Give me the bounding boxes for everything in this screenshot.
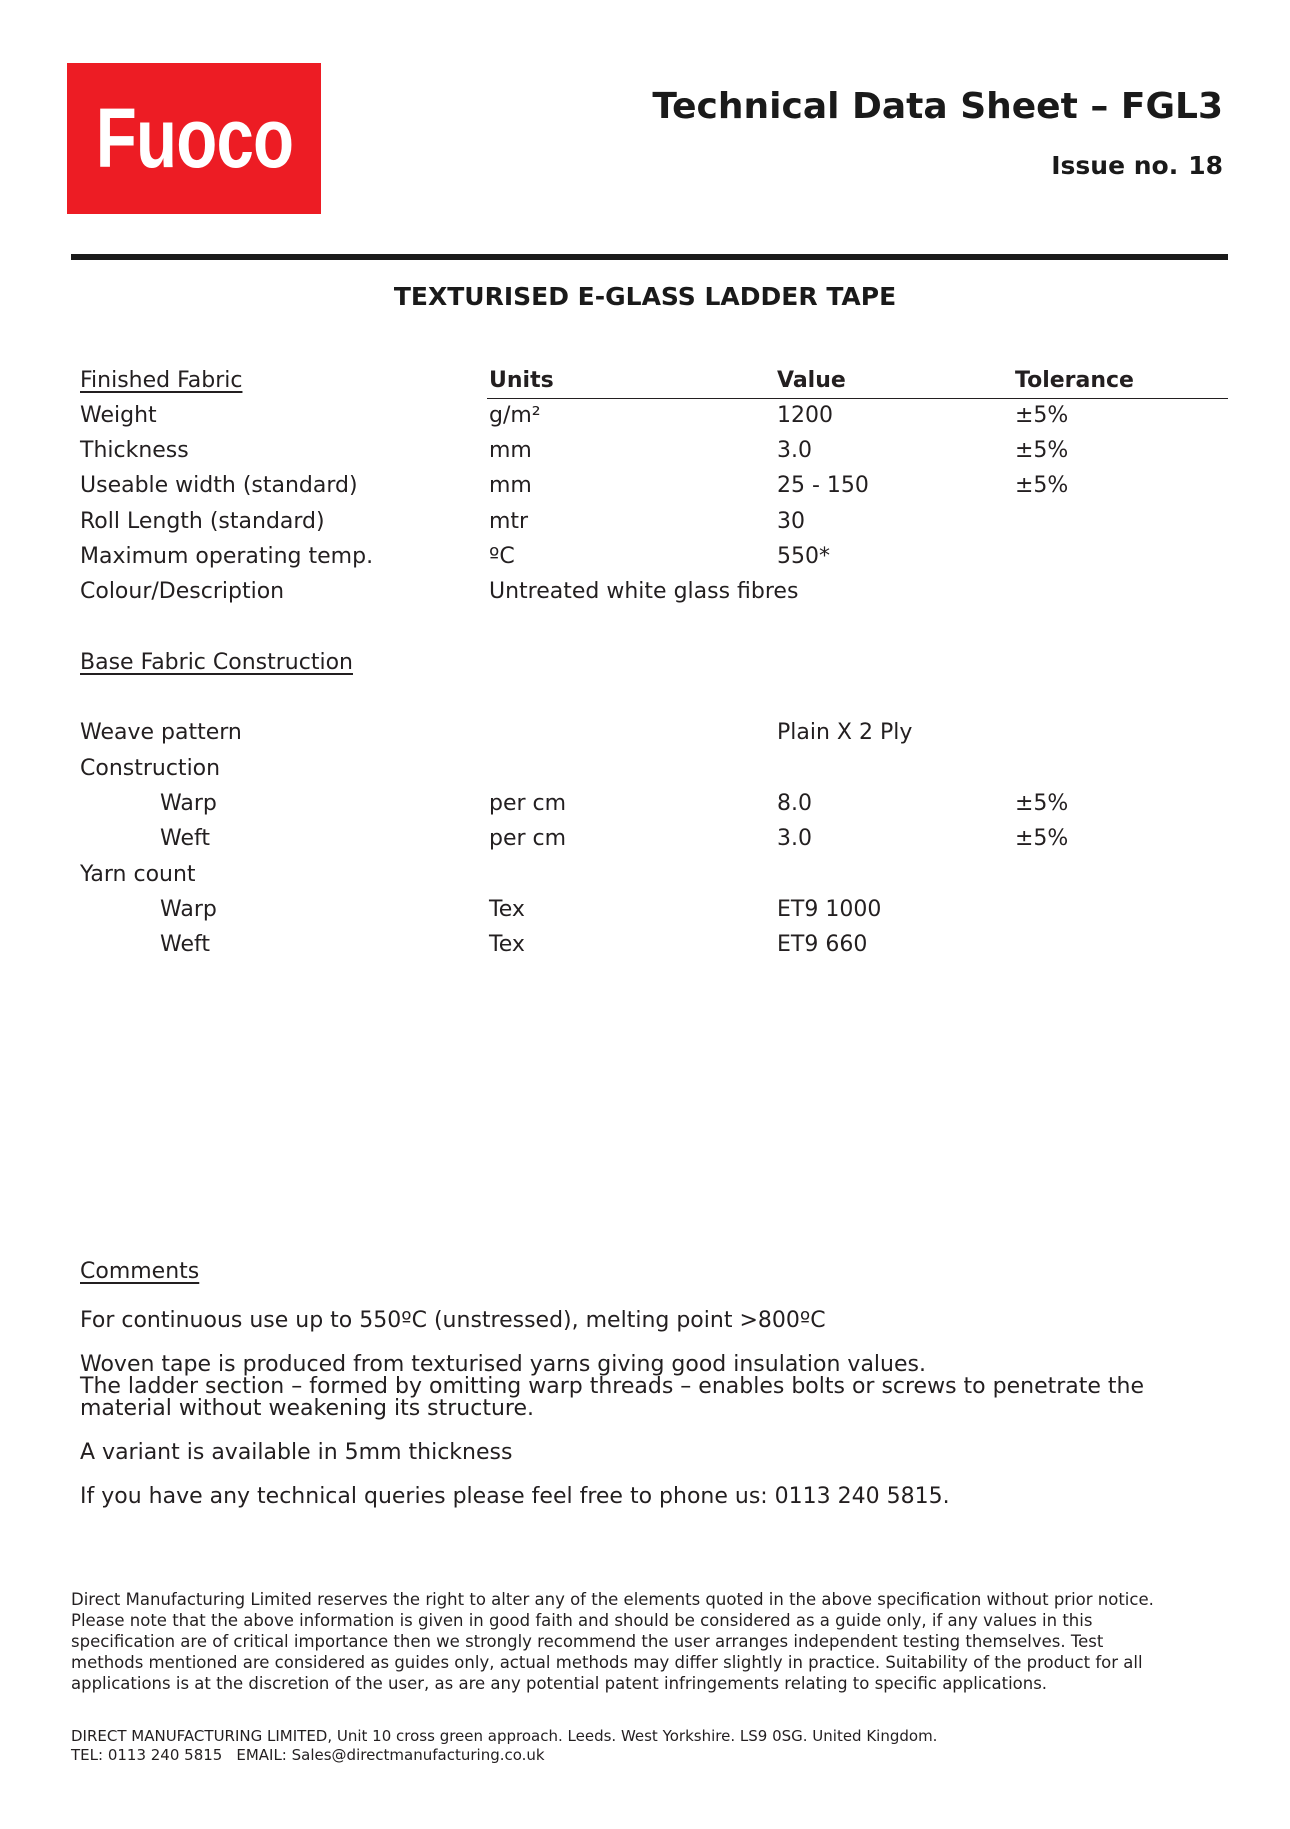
property-label: Useable width (standard) bbox=[80, 473, 358, 498]
disclaimer-line: Direct Manufacturing Limited reserves the right to alter any of the elements quoted in the above specification without prior notice. bbox=[71, 1590, 1154, 1609]
property-label: Warp bbox=[160, 897, 217, 922]
product-title: TEXTURISED E-GLASS LADDER TAPE bbox=[393, 282, 897, 311]
comment-line: material without weakening its structure. bbox=[80, 1396, 534, 1421]
table-row bbox=[80, 504, 1228, 540]
disclaimer-line: specification are of critical importance then we strongly recommend the user arranges independent testing themselves. Test bbox=[71, 1632, 1104, 1651]
value-cell: Plain X 2 Ply bbox=[777, 720, 913, 745]
value-cell: 3.0 bbox=[777, 438, 812, 463]
table-row bbox=[80, 468, 1228, 504]
table-row bbox=[80, 892, 1228, 928]
issue-label: Issue no. bbox=[1051, 151, 1179, 180]
property-label: Weight bbox=[80, 403, 157, 428]
units-cell: Tex bbox=[489, 897, 525, 922]
tolerance-cell: ±5% bbox=[1015, 438, 1069, 463]
table-row bbox=[80, 574, 1228, 610]
tolerance-cell: ±5% bbox=[1015, 791, 1069, 816]
finished-fabric-heading: Finished Fabric bbox=[80, 368, 243, 393]
table-row bbox=[80, 821, 1228, 857]
logo-text: Fuoco bbox=[95, 91, 293, 185]
disclaimer-line: Please note that the above information is given in good faith and should be considered as a guide only, if any values in this bbox=[71, 1611, 1093, 1630]
disclaimer-line: applications is at the discretion of the user, as are any potential patent infringements relating to specific applications. bbox=[71, 1674, 1048, 1693]
comment-paragraph: A variant is available in 5mm thickness bbox=[80, 1440, 513, 1465]
disclaimer-line: methods mentioned are considered as guides only, actual methods may differ slightly in practice. Suitability of the product for all bbox=[71, 1653, 1143, 1672]
table-row bbox=[80, 927, 1228, 963]
tolerance-cell: ±5% bbox=[1015, 473, 1069, 498]
value-cell: ET9 660 bbox=[777, 932, 868, 957]
table-row bbox=[80, 433, 1228, 469]
description-cell: Untreated white glass fibres bbox=[489, 579, 799, 604]
finished-fabric-header-row bbox=[80, 363, 1228, 399]
table-row bbox=[80, 857, 1228, 893]
value-cell: 25 - 150 bbox=[777, 473, 869, 498]
comment-line: Woven tape is produced from texturised yarns giving good insulation values. bbox=[80, 1352, 926, 1377]
units-cell: mm bbox=[489, 438, 532, 463]
table-row bbox=[80, 786, 1228, 822]
email: EMAIL: Sales@directmanufacturing.co.uk bbox=[236, 1746, 545, 1764]
column-header-tolerance: Tolerance bbox=[1015, 368, 1134, 393]
value-cell: 3.0 bbox=[777, 826, 812, 851]
units-cell: Tex bbox=[489, 932, 525, 957]
column-header-value: Value bbox=[777, 368, 846, 393]
base-fabric-heading: Base Fabric Construction bbox=[80, 650, 353, 675]
value-cell: ET9 1000 bbox=[777, 897, 882, 922]
contact-line bbox=[71, 1746, 1231, 1765]
units-cell: per cm bbox=[489, 791, 567, 816]
property-label: Thickness bbox=[80, 438, 189, 463]
issue-value: 18 bbox=[1188, 151, 1223, 180]
table-row bbox=[80, 398, 1228, 434]
value-cell: 8.0 bbox=[777, 791, 812, 816]
property-label: Weave pattern bbox=[80, 720, 242, 745]
company-address: DIRECT MANUFACTURING LIMITED, Unit 10 cross green approach. Leeds. West Yorkshire. LS9 0SG. United Kingdom. bbox=[71, 1727, 938, 1745]
units-cell: per cm bbox=[489, 826, 567, 851]
units-cell: mtr bbox=[489, 509, 529, 534]
comment-paragraph: If you have any technical queries please feel free to phone us: 0113 240 5815. bbox=[80, 1484, 950, 1509]
property-label: Warp bbox=[160, 791, 217, 816]
table-row bbox=[80, 751, 1228, 787]
company-footer bbox=[71, 1727, 1231, 1765]
comments-heading: Comments bbox=[80, 1259, 200, 1284]
property-label: Construction bbox=[80, 756, 221, 781]
tolerance-cell: ±5% bbox=[1015, 826, 1069, 851]
issue-number bbox=[1051, 151, 1223, 180]
units-cell: mm bbox=[489, 473, 532, 498]
value-cell: 550* bbox=[777, 544, 830, 569]
comment-paragraph bbox=[80, 1354, 1220, 1420]
property-label: Roll Length (standard) bbox=[80, 509, 325, 534]
table-row bbox=[80, 715, 1228, 751]
comment-line: The ladder section – formed by omitting warp threads – enables bolts or screws to penetrate the bbox=[80, 1374, 1145, 1399]
disclaimer bbox=[71, 1589, 1231, 1694]
property-label: Weft bbox=[160, 932, 210, 957]
property-label: Yarn count bbox=[80, 862, 196, 887]
telephone: TEL: 0113 240 5815 bbox=[71, 1746, 223, 1764]
units-cell: g/m² bbox=[489, 403, 541, 428]
column-header-units: Units bbox=[489, 368, 554, 393]
value-cell: 1200 bbox=[777, 403, 833, 428]
comment-paragraph: For continuous use up to 550ºC (unstressed), melting point >800ºC bbox=[80, 1308, 826, 1333]
table-row bbox=[80, 539, 1228, 575]
tolerance-cell: ±5% bbox=[1015, 403, 1069, 428]
value-cell: 30 bbox=[777, 509, 805, 534]
fuoco-logo bbox=[67, 63, 321, 214]
document-title: Technical Data Sheet – FGL3 bbox=[652, 86, 1223, 127]
property-label: Colour/Description bbox=[80, 579, 285, 604]
units-cell: ºC bbox=[489, 544, 515, 569]
property-label: Maximum operating temp. bbox=[80, 544, 374, 569]
property-label: Weft bbox=[160, 826, 210, 851]
header-divider bbox=[71, 254, 1228, 260]
